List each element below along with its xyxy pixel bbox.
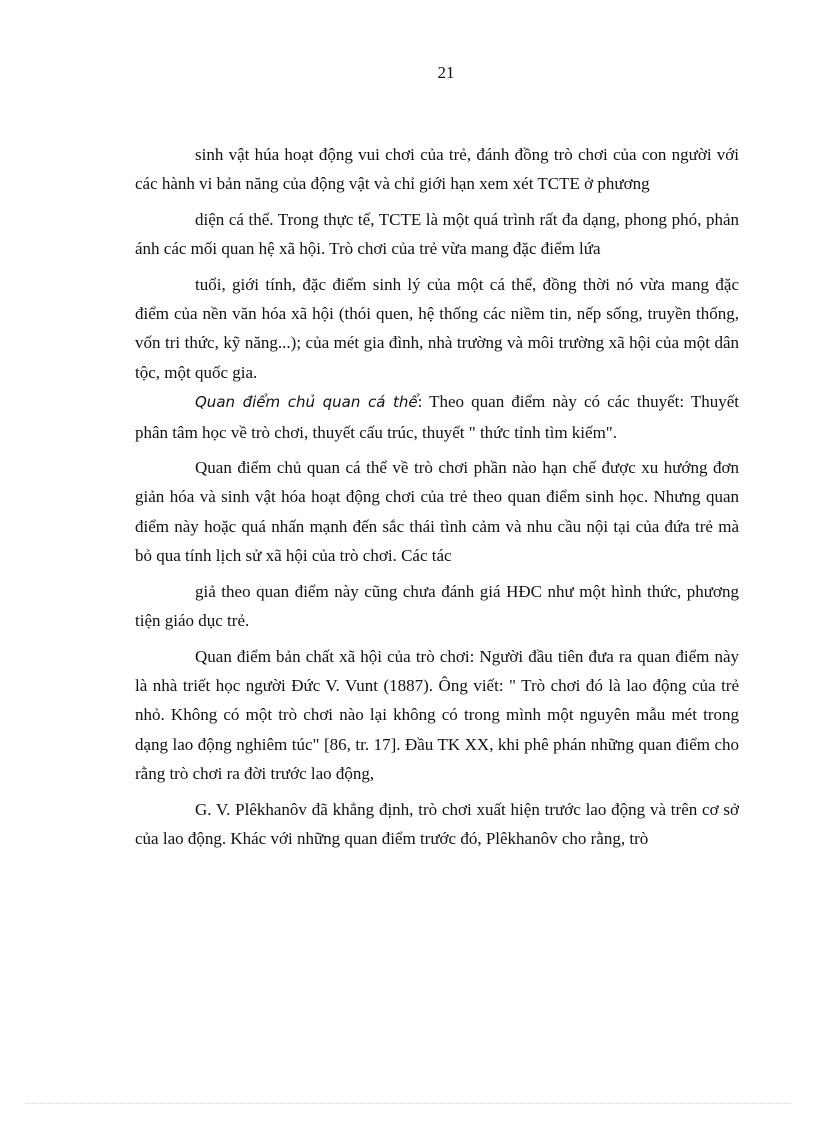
paragraph-text: giả theo quan điểm này cũng chưa đánh giá HĐC như một hình thức, phương tiện giáo dục trẻ. xyxy=(135,581,739,631)
paragraph xyxy=(135,387,739,447)
paragraph xyxy=(135,140,739,199)
paragraph-text: : Theo quan điểm này có các thuyết: Thuyết phân tâm học về trò chơi, thuyết cấu trúc, thuyết " thức tỉnh tìm kiếm". xyxy=(135,392,739,442)
page-bottom-divider xyxy=(25,1103,791,1104)
paragraph-text: diện cá thể. Trong thực tế, TCTE là một quá trình rất đa dạng, phong phó, phản ánh các mối quan hệ xã hội. Trò chơi của trẻ vừa mang đặc điểm lứa xyxy=(135,209,739,259)
paragraph xyxy=(135,270,739,388)
page-number: 21 xyxy=(437,63,455,82)
paragraph xyxy=(135,453,739,571)
paragraph xyxy=(135,795,739,854)
paragraph-lead-italic: Quan điểm chủ quan cá thể xyxy=(195,393,418,412)
paragraph-text: sinh vật húa hoạt động vui chơi của trẻ, đánh đồng trò chơi của con người với các hành vi bản năng của động vật và chỉ giới hạn xem xét TCTE ở phương xyxy=(135,145,739,194)
paragraph-text: tuổi, giới tính, đặc điểm sinh lý của một cá thể, đồng thời nó vừa mang đặc điểm của nền văn hóa xã hội (thói quen, hệ thống các niềm tin, nếp sống, truyền thống, vốn tri thức, kỹ năng...); của mét gia đình, nhà trường và môi trường xã hội của một dân tộc, một quốc gia. xyxy=(135,274,739,382)
paragraph xyxy=(135,205,739,264)
document-body xyxy=(135,140,739,853)
paragraph-text: G. V. Plêkhanôv đã khẳng định, trò chơi xuất hiện trước lao động và trên cơ sở của lao động. Khác với những quan điểm trước đó, Plêkhanôv cho rằng, trò xyxy=(135,799,739,848)
paragraph xyxy=(135,642,739,789)
paragraph xyxy=(135,577,739,636)
paragraph-text: Quan điểm chủ quan cá thể về trò chơi phần nào hạn chế được xu hướng đơn giản hóa và sinh vật hóa hoạt động chơi của trẻ theo quan điểm sinh học. Nhưng quan điểm này hoặc quá nhấn mạnh đến sắc thái tình cảm và nhu cầu nội tại của đứa trẻ mà bỏ qua tính lịch sử xã hội của trò chơi. Các tác xyxy=(135,458,739,566)
paragraph-text: Quan điểm bản chất xã hội của trò chơi: Người đầu tiên đưa ra quan điểm này là nhà triết học người Đức V. Vunt (1887). Ông viết: " Trò chơi đó là lao động của trẻ nhỏ. Không có một trò chơi nào lại không có trong mình một nguyên mẫu mét trong dạng lao động nghiêm túc" [86, tr. 17]. Đầu TK XX, khi phê phán những quan điểm cho rằng trò chơi ra đời trước lao động, xyxy=(135,646,739,784)
